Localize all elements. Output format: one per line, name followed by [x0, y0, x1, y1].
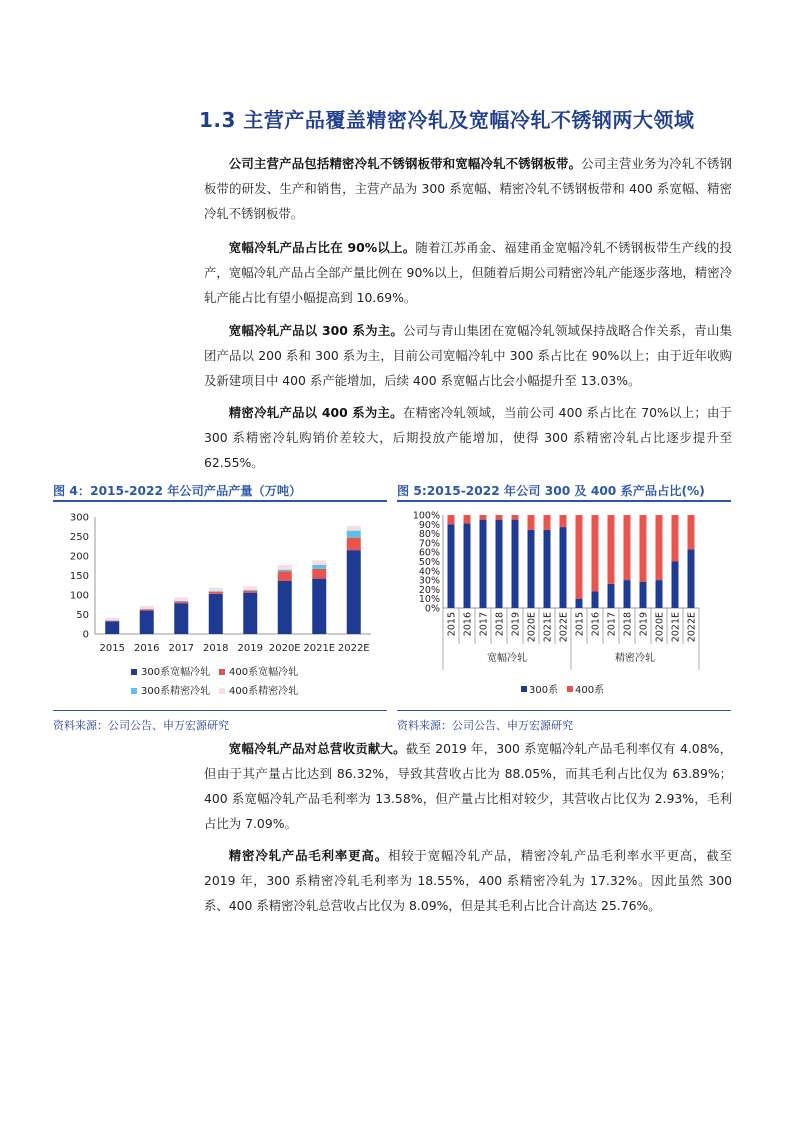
- bar-2018-series-1: [209, 592, 223, 594]
- x-tick-label: 2018: [494, 612, 506, 637]
- bar-2016-series-0: [140, 611, 154, 634]
- bar-300-10: [608, 584, 615, 608]
- bar-300-6: [544, 530, 551, 608]
- legend-swatch-1: [219, 669, 225, 675]
- bar-2020E-series-3: [278, 565, 292, 570]
- bar-2015-series-0: [105, 622, 119, 634]
- bar-300-3: [496, 520, 503, 608]
- bar-2022E-series-3: [347, 526, 361, 531]
- bar-2019-series-1: [243, 591, 257, 593]
- figure5-bottom-rule: [397, 710, 731, 711]
- legend-label-1: 400系: [575, 685, 605, 696]
- x-tick-label: 2020E: [268, 643, 301, 654]
- paragraph-5-text: 截至 2019 年，300 系宽幅冷轧产品毛利率仅有 4.08%，但由于其产量占比达到 86.32%，导致其营收占比为 88.05%，而其毛利占比仅为 63.89%；400 系宽幅冷轧产品毛利率为 13.58%，但产量占比相对较少，其营收占比仅为 2.93%，毛利占比为 7.09%。: [204, 741, 732, 831]
- bar-2018-series-2: [209, 591, 223, 592]
- figure5-title: 图 5:2015-2022 年公司 300 及 400 系产品占比(%): [397, 484, 705, 498]
- bar-400-5: [528, 515, 535, 530]
- bar-2016-series-3: [140, 606, 154, 609]
- x-tick-label: 2015: [446, 612, 458, 637]
- x-tick-label: 2022E: [558, 612, 570, 643]
- bar-2022E-series-2: [347, 531, 361, 538]
- bar-400-9: [592, 515, 599, 591]
- bar-400-3: [496, 515, 503, 520]
- y-tick-label: 100%: [412, 510, 440, 522]
- legend-label-0: 300系宽幅冷轧: [141, 667, 211, 678]
- x-tick-label: 2021E: [542, 612, 554, 643]
- figure4-source: 资料来源：公司公告、申万宏源研究: [53, 719, 229, 732]
- x-tick-label: 2018: [203, 643, 229, 654]
- bar-300-2: [480, 520, 487, 608]
- x-tick-label: 2016: [134, 643, 160, 654]
- group-label-0: 宽幅冷轧: [487, 653, 527, 664]
- paragraph-3-lead: 宽幅冷轧产品以 300 系为主。: [228, 323, 404, 338]
- bar-2021E-series-2: [312, 565, 326, 569]
- legend-swatch-2: [131, 688, 137, 694]
- bar-2022E-series-1: [347, 538, 361, 550]
- bar-400-14: [672, 515, 679, 562]
- group-label-1: 精密冷轧: [615, 653, 655, 664]
- bar-300-9: [592, 591, 599, 608]
- bar-2021E-series-1: [312, 569, 326, 579]
- x-tick-label: 2020E: [526, 612, 538, 643]
- bar-2019-series-3: [243, 586, 257, 590]
- paragraph-6: [204, 843, 732, 918]
- bar-400-6: [544, 515, 551, 530]
- paragraph-3-text: 公司与青山集团在宽幅冷轧领域保持战略合作关系，青山集团产品以 200 系和 300 系为主，目前公司宽幅冷轧中 300 系占比在 90%以上；由于近年收购及新建项目中 400 系产能增加，后续 400 系宽幅占比会小幅提升至 13.03%。: [204, 323, 732, 388]
- figure5-top-rule: [397, 500, 731, 502]
- y-tick-label: 30%: [418, 575, 440, 587]
- x-tick-label: 2021E: [303, 643, 336, 654]
- legend-label-2: 300系精密冷轧: [141, 686, 211, 697]
- paragraph-1-text: 公司主营业务为冷轧不锈钢板带的研发、生产和销售，主营产品为 300 系宽幅、精密冷轧不锈钢板带和 400 系宽幅、精密冷轧不锈钢板带。: [204, 156, 733, 221]
- x-tick-label: 2016: [590, 612, 602, 637]
- paragraph-2: [204, 235, 732, 310]
- x-tick-label: 2019: [638, 612, 650, 637]
- legend-swatch-0: [131, 669, 137, 675]
- bar-2015-series-3: [105, 618, 119, 620]
- x-tick-label: 2019: [510, 612, 522, 637]
- legend-swatch-0: [521, 686, 527, 692]
- y-tick-label: 90%: [418, 519, 440, 531]
- legend-swatch-1: [567, 686, 573, 692]
- paragraph-6-text: 相较于宽幅冷轧产品，精密冷轧产品毛利率水平更高，截至 2019 年，300 系精密冷轧毛利率为 18.55%，400 系精密冷轧为 17.32%。因此虽然 300 系、400 系精密冷轧总营收占比仅为 8.09%，但是其毛利占比合计高达 25.76%。: [204, 848, 733, 913]
- bar-400-10: [608, 515, 615, 584]
- y-tick-label: 20%: [418, 584, 440, 596]
- x-tick-label: 2017: [478, 612, 490, 637]
- paragraph-2-text: 随着江苏甬金、福建甬金宽幅冷轧不锈钢板带生产线的投产，宽幅冷轧产品占全部产量比例在 90%以上，但随着后期公司精密冷轧产能逐步落地，精密冷轧产能占比有望小幅提高到 10.69%。: [204, 240, 732, 305]
- bar-2017-series-1: [174, 602, 188, 604]
- bar-400-8: [576, 515, 583, 599]
- y-tick-label: 60%: [418, 547, 440, 559]
- paragraph-4: [204, 400, 732, 475]
- x-tick-label: 2016: [462, 612, 474, 637]
- bar-2016-series-1: [140, 609, 154, 610]
- figure5-source: 资料来源：公司公告、申万宏源研究: [397, 719, 573, 732]
- paragraph-4-lead: 精密冷轧产品以 400 系为主。: [228, 405, 403, 420]
- bar-2021E-series-0: [312, 579, 326, 634]
- bar-400-0: [448, 515, 455, 524]
- y-tick-label: 100: [69, 590, 89, 602]
- bar-2018-series-0: [209, 594, 223, 634]
- bar-2020E-series-2: [278, 570, 292, 572]
- y-tick-label: 10%: [418, 594, 440, 606]
- bar-2019-series-0: [243, 593, 257, 634]
- bar-300-5: [528, 530, 535, 608]
- x-tick-label: 2017: [168, 643, 194, 654]
- bar-300-15: [688, 549, 695, 608]
- bar-400-4: [512, 515, 519, 520]
- bar-400-1: [464, 515, 471, 523]
- y-tick-label: 80%: [418, 529, 440, 541]
- bar-2019-series-2: [243, 590, 257, 591]
- legend-label-3: 400系精密冷轧: [229, 686, 299, 697]
- figure4-bottom-rule: [53, 710, 387, 711]
- bar-2020E-series-1: [278, 571, 292, 581]
- x-tick-label: 2015: [574, 612, 586, 637]
- paragraph-5: [204, 736, 732, 836]
- paragraph-5-lead: 宽幅冷轧产品对总营收贡献大。: [228, 741, 406, 756]
- bar-2021E-series-3: [312, 560, 326, 565]
- bar-300-0: [448, 524, 455, 608]
- paragraph-2-lead: 宽幅冷轧产品占比在 90%以上。: [228, 240, 416, 255]
- x-tick-label: 2022E: [686, 612, 698, 643]
- y-tick-label: 0%: [424, 603, 440, 615]
- y-tick-label: 250: [69, 532, 89, 543]
- y-tick-label: 0: [82, 629, 89, 641]
- y-tick-label: 300: [69, 512, 89, 524]
- legend-swatch-3: [219, 688, 225, 694]
- bar-300-1: [464, 523, 471, 608]
- x-tick-label: 2022E: [337, 643, 370, 654]
- bar-300-8: [576, 599, 583, 608]
- bar-2017-series-0: [174, 603, 188, 634]
- y-tick-label: 40%: [418, 566, 440, 578]
- bar-300-13: [656, 580, 663, 608]
- bar-2020E-series-0: [278, 581, 292, 634]
- y-tick-label: 150: [69, 571, 89, 582]
- legend-label-0: 300系: [529, 685, 559, 696]
- paragraph-1: [204, 151, 732, 226]
- legend-label-1: 400系宽幅冷轧: [229, 667, 299, 678]
- y-tick-label: 50%: [418, 557, 440, 568]
- figure4-top-rule: [53, 500, 387, 502]
- y-tick-label: 200: [69, 551, 89, 563]
- paragraph-1-lead: 公司主营产品包括精密冷轧不锈钢板带和宽幅冷轧不锈钢板带。: [228, 156, 582, 171]
- bar-2017-series-2: [174, 601, 188, 602]
- bar-2018-series-3: [209, 588, 223, 592]
- bar-300-14: [672, 562, 679, 609]
- x-tick-label: 2021E: [670, 612, 682, 643]
- bar-2015-series-1: [105, 621, 119, 622]
- y-tick-label: 70%: [418, 538, 440, 550]
- x-tick-label: 2020E: [654, 612, 666, 643]
- bar-400-12: [640, 515, 647, 582]
- x-tick-label: 2019: [237, 643, 263, 654]
- bar-400-11: [624, 515, 631, 580]
- paragraph-6-lead: 精密冷轧产品毛利率更高。: [228, 848, 388, 863]
- bar-2022E-series-0: [347, 550, 361, 634]
- figure4-title: 图 4：2015-2022 年公司产品产量（万吨）: [53, 484, 302, 498]
- bar-400-2: [480, 515, 487, 520]
- x-tick-label: 2015: [99, 643, 125, 654]
- paragraph-3: [204, 318, 732, 393]
- y-tick-label: 50: [76, 610, 89, 621]
- bar-400-7: [560, 515, 567, 527]
- bar-400-15: [688, 515, 695, 549]
- x-tick-label: 2017: [606, 612, 618, 637]
- bar-400-13: [656, 515, 663, 580]
- bar-300-4: [512, 520, 519, 608]
- bar-300-7: [560, 527, 567, 608]
- figure4-chart: [53, 503, 387, 708]
- bar-300-11: [624, 580, 631, 608]
- x-tick-label: 2018: [622, 612, 634, 637]
- bar-2017-series-3: [174, 597, 188, 601]
- section-heading: 1.3 主营产品覆盖精密冷轧及宽幅冷轧不锈钢两大领域: [199, 108, 695, 132]
- bar-300-12: [640, 582, 647, 608]
- figure5-chart: [397, 503, 731, 708]
- paragraph-4-text: 在精密冷轧领域，当前公司 400 系占比在 70%以上；由于 300 系精密冷轧购销价差较大，后期投放产能增加，使得 300 系精密冷轧占比逐步提升至 62.55%。: [204, 405, 732, 470]
